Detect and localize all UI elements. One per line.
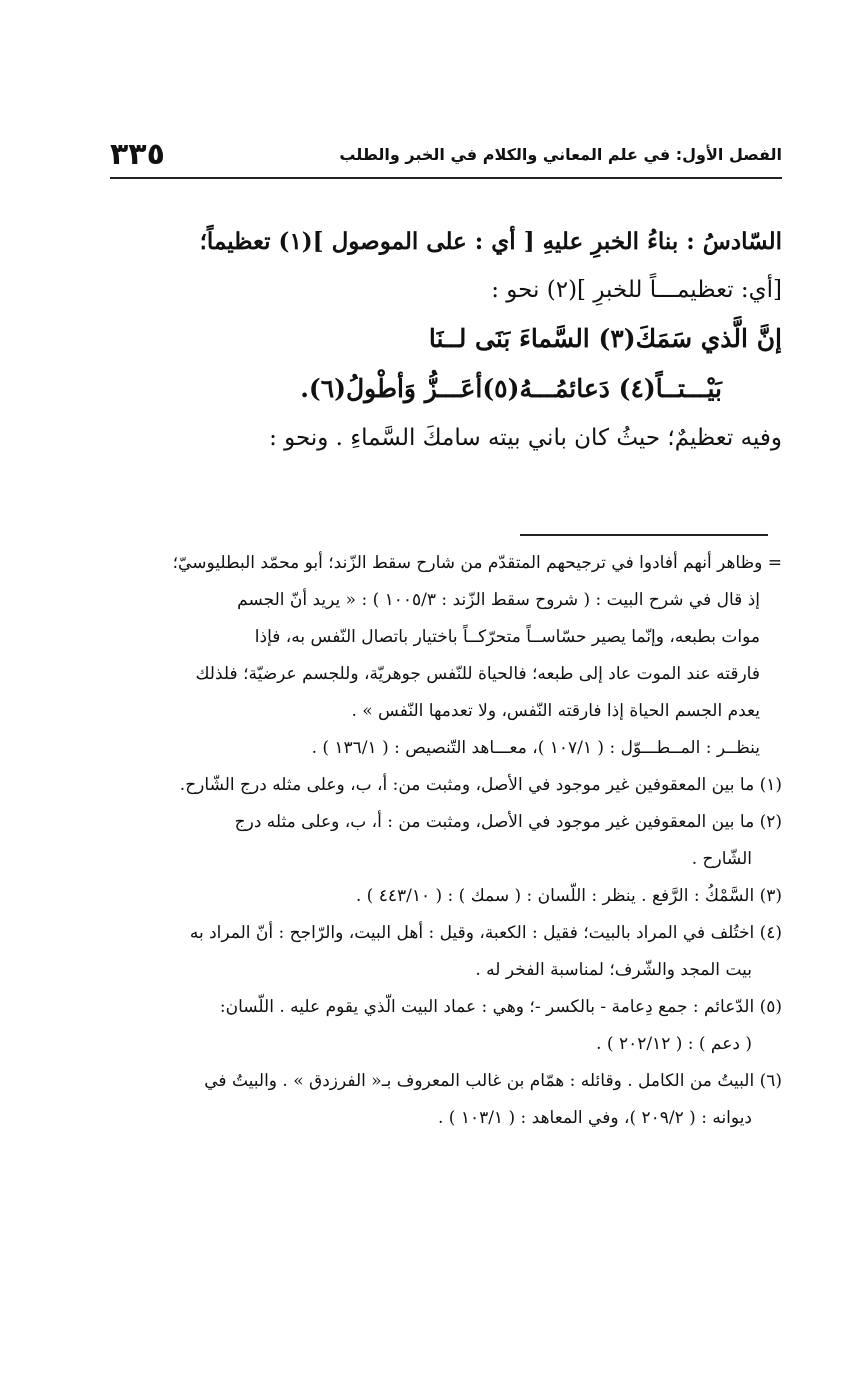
footnote-continuation-line: = وظاهر أنهم أفادوا في ترجيحهم المتقدّم من شارح سقط الزّند؛ أبو محمّد البطليوسيّ؛	[172, 553, 782, 573]
footnote-continuation-line: يعدم الجسم الحياة إذا فارقته النّفس، ولا تعدمها النّفس » .	[351, 701, 760, 721]
footnote-2: (٢) ما بين المعقوفين غير موجود في الأصل، ومثبت من : أ، ب، وعلى مثله درج	[234, 812, 782, 832]
footnote-1: (١) ما بين المعقوفين غير موجود في الأصل، ومثبت من: أ، ب، وعلى مثله درج الشّارح.	[179, 775, 782, 795]
footnotes	[90, 545, 782, 1137]
running-header	[110, 135, 782, 179]
page-number: ٣٣٥	[110, 137, 165, 172]
footnote-continuation-line: إذ قال في شرح البيت : ( شروح سقط الزّند : ١٠٠٥/٣ ) : « يريد أنّ الجسم	[237, 590, 760, 610]
main-text	[110, 218, 782, 462]
verse-line-1: إنَّ الَّذي سَمَكَ(٣) السَّماءَ بَنَى لــنَا	[428, 324, 782, 353]
footnote-2-continuation: الشّارح .	[691, 849, 752, 869]
footnote-3: (٣) السَّمْكُ : الرَّفع . ينظر : اللّسان : ( سمك ) : ( ٤٤٣/١٠ ) .	[355, 886, 782, 906]
main-line-1: السّادسُ : بناءُ الخبرِ عليهِ [ أي : على الموصول ](١) تعظيماً؛	[199, 228, 782, 255]
footnote-4-continuation: بيت المجد والشّرف؛ لمناسبة الفخر له .	[475, 960, 752, 980]
verse-line-2: بَيْـــتــاً(٤) دَعائمُـــهُ(٥)أعَـــزُّ وَأطْولُ(٦).	[300, 374, 722, 403]
main-line-3: وفيه تعظيمٌ؛ حيثُ كان باني بيته سامكَ السَّماءِ . ونحو :	[269, 425, 782, 451]
footnote-reference-line: ينظــر : المــطـــوّل : ( ١٠٧/١ )، معـــاهد التّنصيص : ( ١٣٦/١ ) .	[311, 738, 760, 758]
footnote-6: (٦) البيتُ من الكامل . وقائله : همّام بن غالب المعروف بـ« الفرزدق » . والبيتُ في	[204, 1071, 782, 1091]
footnote-continuation-line: فارقته عند الموت عاد إلى طبعه؛ فالحياة للنّفس جوهريّة، وللجسم عرضيّة؛ فلذلك	[195, 664, 760, 684]
footnote-separator	[520, 534, 768, 536]
footnote-5: (٥) الدّعائم : جمع دِعامة - بالكسر -؛ وهي : عماد البيت الّذي يقوم عليه . اللّسان:	[219, 997, 782, 1017]
footnote-6-continuation: ديوانه : ( ٢٠٩/٢ )، وفي المعاهد : ( ١٠٣/١ ) .	[437, 1108, 752, 1128]
footnote-5-continuation: ( دعم ) : ( ٢٠٢/١٢ ) .	[596, 1034, 752, 1054]
chapter-title: الفصل الأول: في علم المعاني والكلام في الخبر والطلب	[339, 145, 782, 164]
footnote-4: (٤) اختُلف في المراد بالبيت؛ فقيل : الكعبة، وقيل : أهل البيت، والرّاجح : أنّ المراد به	[189, 923, 782, 943]
main-line-2: [أي: تعظيمـــاً للخبرِ ](٢) نحو :	[491, 277, 782, 303]
footnote-continuation-line: موات بطبعه، وإنّما يصير حسّاســاً متحرّكــاً باختيار باتصال النّفس به، فإذا	[254, 627, 760, 647]
